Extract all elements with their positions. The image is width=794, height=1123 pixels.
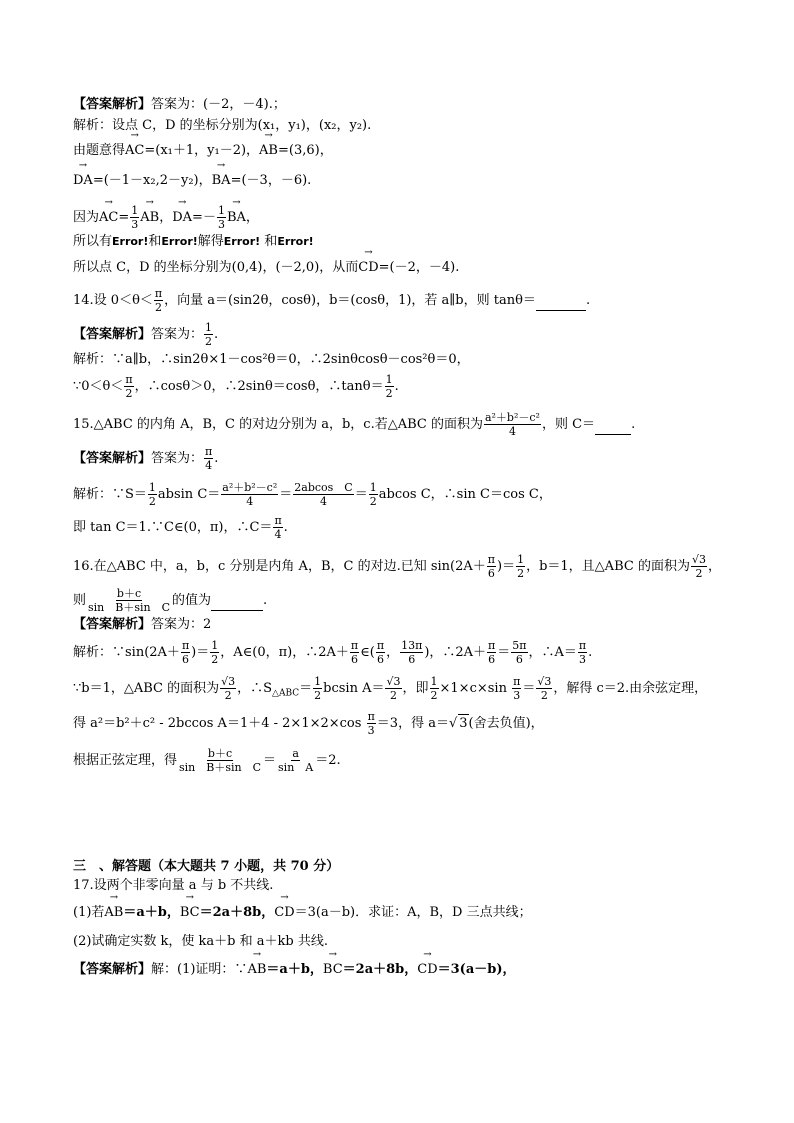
fraction: $\frac{\pi}{3}$ — [367, 710, 375, 737]
fraction: $\frac{b+c}{\text{sin B＋sin C}}$ — [179, 747, 262, 774]
answer-13-line-4: → DA=(－1－x₂,2－y₂)，→ BA=(－3，－6). — [73, 172, 311, 190]
fraction: $\frac{1}{2}$ — [211, 639, 219, 666]
fraction: $\frac{√3}{2}$ — [221, 675, 236, 702]
fraction: $\frac{\pi}{2}$ — [125, 373, 133, 400]
question-17-part-1: (1)若→ AB＝a＋b，→ BC＝2a＋8b，→ CD＝3(a－b)．求证：A，B，D 三点共线； — [73, 904, 532, 922]
error-text: Error! — [112, 235, 149, 248]
fraction: $\frac{\pi}{3}$ — [513, 675, 521, 702]
answer-tag: 【答案解析】 — [73, 617, 152, 632]
fraction: $\frac{a}{\text{sin A}}$ — [278, 747, 314, 774]
fraction: $\frac{\pi}{2}$ — [154, 287, 163, 314]
answer-15-line-3: 即 tan C＝1.∵C∈(0，π)，∴C＝ $\frac{\pi}{4}$ . — [73, 514, 288, 541]
fraction: $\frac{√3}{2}$ — [537, 675, 552, 702]
fraction: $\frac{\pi}{6}$ — [487, 553, 496, 580]
answer-tag: 【答案解析】 — [73, 327, 152, 342]
fraction: $\frac{\text{2abcos C}}{4}$ — [294, 481, 353, 508]
fraction: $\frac{13\pi}{6}$ — [401, 639, 423, 666]
fraction: $\frac{\text{a²＋b²－c²}}{4}$ — [484, 411, 540, 438]
answer-16-line-2: 解析：∵sin(2A＋ $\frac{\pi}{6}$ )＝ $\frac{1}{2}$ ，A∈(0，π)，∴2A＋ $\frac{\pi}{6}$ ∈( $\frac{\pi}{6}$ ， $\frac{13\pi}{6}$ )，∴2A＋ $\frac{\pi}{6}$ ＝ $\frac{5\pi}{6}$ ，∴A＝ $\frac{\pi}{3}$ . — [73, 639, 593, 666]
fraction: $\frac{\pi}{6}$ — [376, 639, 385, 666]
fraction: $\frac{\pi}{6}$ — [350, 639, 359, 666]
answer-blank[interactable] — [211, 592, 263, 611]
fraction: $\frac{\pi}{6}$ — [181, 639, 190, 666]
answer-13-line-1: 【答案解析】答案为：(－2，－4).； — [73, 97, 286, 112]
answer-tag: 【答案解析】 — [73, 451, 152, 466]
fraction: $\frac{√3}{2}$ — [386, 675, 401, 702]
fraction: $\frac{1}{2}$ — [385, 373, 393, 400]
fraction: $\frac{1}{3}$ — [131, 204, 139, 231]
answer-tag: 【答案解析】 — [73, 97, 152, 112]
fraction: $\frac{√3}{2}$ — [691, 553, 706, 580]
fraction: $\frac{\pi}{4}$ — [274, 514, 282, 541]
answer-blank[interactable] — [595, 416, 631, 435]
fraction: $\frac{b+c}{\text{sin B＋sin C}}$ — [88, 587, 171, 614]
answer-15-line-2: 解析：∵S＝ $\frac{1}{2}$ absin C＝ $\frac{\text{a²＋b²－c²}}{4}$ ＝ $\frac{\text{2abcos C}}{4}$ ＝ $\frac{1}{2}$ abcos C，∴sin C＝cos C， — [73, 481, 552, 508]
answer-14-line-3: ∵0＜θ＜ $\frac{\pi}{2}$ ，∴cosθ＞0，∴2sinθ＝cosθ，∴tanθ＝ $\frac{1}{2}$ . — [73, 373, 399, 400]
answer-15-line-1: 【答案解析】答案为： $\frac{\pi}{4}$ . — [73, 445, 219, 472]
answer-16-line-5: 根据正弦定理，得 $\frac{b+c}{\text{sin B＋sin C}}$ ＝ $\frac{a}{\text{sin A}}$ ＝2. — [73, 747, 341, 774]
answer-13-line-7: 所以点 C，D 的坐标分别为(0,4)，(－2,0)，从而→ CD=(－2，－4). — [73, 259, 459, 277]
error-text: Error! — [223, 235, 261, 248]
fraction: $\frac{\pi}{6}$ — [488, 639, 496, 666]
fraction: $\frac{\pi}{3}$ — [578, 639, 587, 666]
answer-14-line-1: 【答案解析】答案为： $\frac{1}{2}$ . — [73, 321, 219, 348]
question-14: 14.设 0＜θ＜ $\frac{\pi}{2}$ ，向量 a＝(sin2θ，cosθ)，b＝(cosθ，1)，若 a∥b，则 tanθ＝ . — [73, 287, 591, 314]
question-15: 15.△ABC 的内角 A，B，C 的对边分别为 a，b，c.若△ABC 的面积为 $\frac{\text{a²＋b²－c²}}{4}$ ，则 C＝ . — [73, 411, 636, 438]
question-17: 17.设两个非零向量 a 与 b 不共线. — [73, 878, 274, 893]
answer-14-line-2: 解析：∵a∥b，∴sin2θ×1－cos²θ＝0，∴2sinθcosθ－cos²θ＝0， — [73, 352, 470, 367]
fraction: $\frac{1}{2}$ — [369, 481, 377, 508]
error-text: Error! — [161, 235, 198, 248]
section-heading: 三 、解答题（本大题共 7 小题，共 70 分） — [73, 859, 340, 874]
answer-17-line-1: 【答案解析】解：(1)证明：∵→ AB＝a＋b，→ BC＝2a＋8b，→ CD＝3(a－b)， — [73, 961, 516, 979]
fraction: $\frac{\pi}{4}$ — [205, 445, 213, 472]
fraction: $\frac{1}{2}$ — [314, 675, 322, 702]
answer-13-line-3: 由题意得→ AC=(x₁＋1，y₁－2)，→ AB=(3,6)， — [73, 142, 333, 160]
question-16-line-1: 16.在△ABC 中，a，b，c 分别是内角 A，B，C 的对边.已知 sin(2A＋ $\frac{\pi}{6}$ )＝ $\frac{1}{2}$ ，b＝1，且△ABC 的面积为 $\frac{√3}{2}$ ， — [73, 553, 721, 580]
answer-blank[interactable] — [536, 292, 586, 311]
error-text: Error! — [277, 235, 314, 248]
fraction: $\frac{1}{3}$ — [217, 204, 225, 231]
fraction: $\frac{1}{2}$ — [430, 675, 438, 702]
sqrt-radicand: 3 — [459, 716, 468, 731]
answer-16-line-4: 得 a²＝b²＋c² - 2bccos A＝1＋4 - 2×1×2×cos $\frac{\pi}{3}$ ＝3，得 a＝√ 3(舍去负值)， — [73, 710, 544, 737]
answer-13-line-6: 所以有Error!和Error!解得Error! 和Error! — [73, 234, 314, 249]
question-17-part-2: (2)试确定实数 k，使 ka＋b 和 a＋kb 共线. — [73, 934, 328, 949]
fraction: $\frac{1}{2}$ — [148, 481, 156, 508]
answer-13-line-5: 因为→ AC= $\frac{1}{3}$ → AB，→ DA=－ $\frac{1}{3}$ → BA， — [73, 205, 259, 230]
answer-16-line-3: ∵b＝1，△ABC 的面积为 $\frac{√3}{2}$ ，$\therefore S_{\triangle ABC}=$ $\frac{1}{2}$ bcsin A＝ $\frac{√3}{2}$ ，即 $\frac{1}{2}$ ×1×c×sin $\frac{\pi}{3}$ ＝ $\frac{√3}{2}$ ，解得 c＝2.由余弦定理， — [73, 675, 708, 702]
answer-tag: 【答案解析】 — [73, 962, 152, 977]
fraction: $\frac{5\pi}{6}$ — [512, 639, 527, 666]
answer-13-line-2: 解析：设点 C，D 的坐标分别为(x₁，y₁)，(x₂，y₂). — [73, 118, 372, 133]
question-16-line-2: 则 $\frac{b+c}{\text{sin B＋sin C}}$ 的值为 . — [73, 587, 268, 614]
answer-16-line-1: 【答案解析】答案为：2 — [73, 617, 212, 632]
fraction: $\frac{\text{a²＋b²－c²}}{4}$ — [222, 481, 278, 508]
fraction: $\frac{1}{2}$ — [205, 321, 213, 348]
fraction: $\frac{1}{2}$ — [517, 553, 525, 580]
